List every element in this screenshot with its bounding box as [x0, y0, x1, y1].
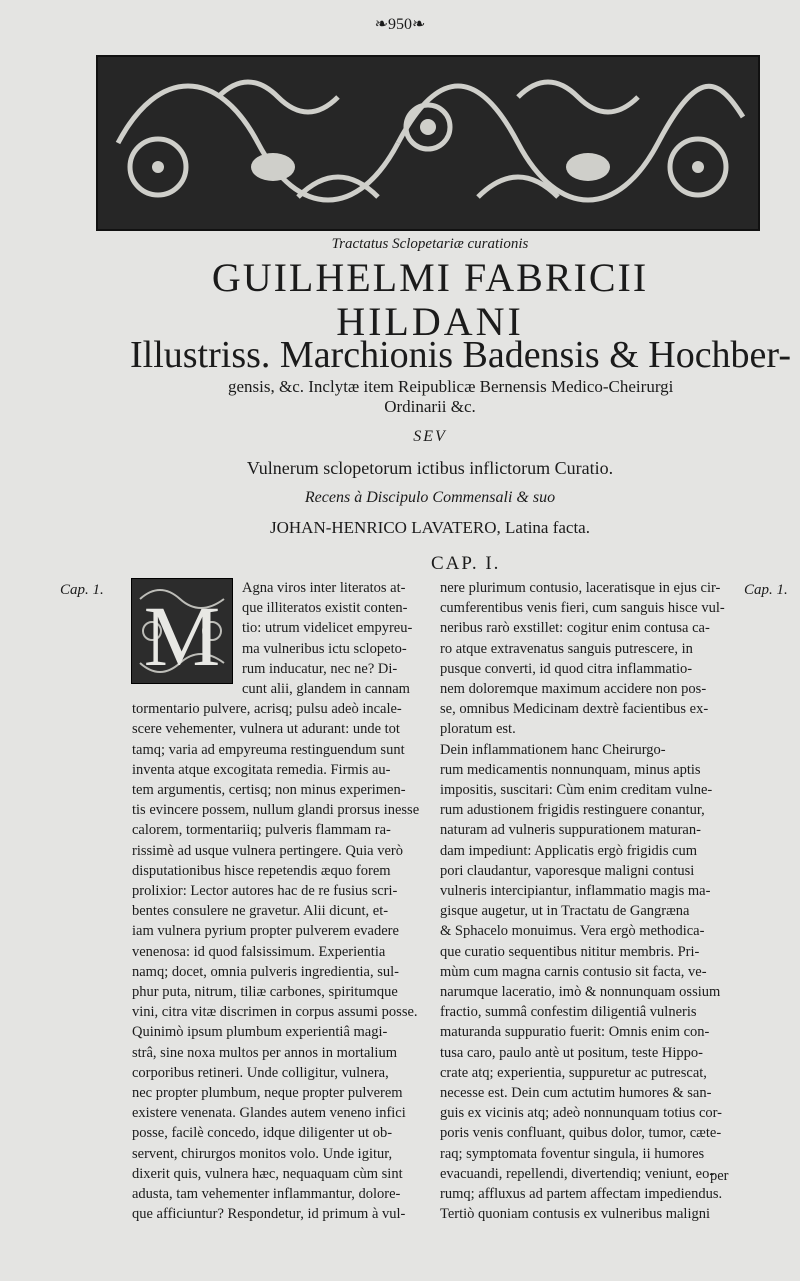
text-line: venenosa: id quod falsissimum. Experientia	[132, 943, 386, 960]
text-line: tormentario pulvere, acrisq; pulsu adeò incale-	[132, 701, 402, 718]
text-line: tio: utrum videlicet empyreu-	[242, 620, 413, 637]
title-line9: JOHAN-HENRICO LAVATERO, Latina facta.	[270, 518, 590, 537]
text-line: Agna viros inter literatos at-	[242, 580, 406, 596]
dropcap-letter: M	[143, 588, 221, 683]
text-line: rum medicamentis nonnunquam, minus aptis	[440, 761, 701, 778]
page-number: ❧950❧	[374, 16, 426, 33]
text-line: tis evincere possem, nullum glandi prorsus inesse	[132, 802, 420, 819]
text-line: rumq; affluxus ad partem affectam impediendus.	[440, 1186, 723, 1203]
text-line: ro atque extravenatus sanguis putrescere, in	[440, 640, 693, 657]
text-line: servent, chirurgos monitos volo. Unde igitur,	[132, 1145, 393, 1162]
text-line: namq; docet, omnia pulveris ingredientia, sul-	[132, 963, 399, 980]
text-line: strâ, sine noxa multos per annos in mortalium	[132, 1044, 397, 1061]
title-line3: Illustriss. Marchionis Badensis & Hochber-	[130, 334, 791, 376]
text-line: corporibus retineri. Unde colligitur, vulnera,	[132, 1064, 389, 1081]
text-line: rissimè ad usque vulnera pertingere. Quia verò	[132, 842, 403, 859]
text-line: dam impediunt: Applicatis ergò frigidis cum	[440, 842, 698, 859]
text-line: posse, facilè concedo, idque diligenter ut ob-	[132, 1125, 393, 1142]
text-line: que curatio sequentibus nititur membris. Pri-	[440, 943, 700, 960]
text-line: adusta, tam vehementer inflammantur, dolore-	[132, 1186, 401, 1203]
text-line: inventa atque excogitata remedia. Firmis au-	[132, 761, 391, 778]
right-text-column	[440, 578, 740, 1225]
text-line: & Sphacelo monuimus. Vera ergò methodica-	[440, 923, 705, 940]
woodcut-ornament-icon	[98, 57, 758, 229]
text-line: prolixior: Lector autores hac de re fusius scri-	[132, 883, 398, 900]
text-line: bentes consulere ne gravetur. Alii dicunt, et-	[132, 903, 389, 920]
text-line: vulneris intercipiantur, inflammatio magis ma-	[440, 883, 711, 900]
text-line: phur puta, nitrum, tiliæ carbones, spiritumque	[132, 984, 398, 1001]
text-line: pori claudantur, vaporesque maligni contusi	[440, 862, 695, 879]
text-line: iam vulnera pyrium propter pulverem evadere	[132, 923, 399, 940]
page-number-text: 950	[388, 16, 412, 33]
text-line: cunt alii, glandem in cannam	[242, 681, 410, 698]
text-line: scere vehementer, vulnera ut adurant: unde tot	[132, 721, 400, 738]
title-sev: SEV	[413, 428, 447, 445]
text-line: tusa caro, paulo antè ut positum, teste Hippo-	[440, 1044, 703, 1061]
text-line: ma vulneribus ictu sclopeto-	[242, 640, 407, 657]
text-line: que afficiuntur? Respondetur, id primum à vul-	[132, 1206, 406, 1223]
text-line: calorem, tormentariiq; pulveris flammam ra-	[132, 822, 391, 839]
chapter-heading: CAP. I.	[431, 553, 501, 574]
ornamental-woodcut-banner	[96, 55, 760, 231]
text-line: naturam ad vulneris suppurationem maturan-	[440, 822, 701, 839]
text-line: cumferentibus venis fieri, cum sanguis hisce vul-	[440, 600, 725, 617]
text-line: rum inducatur, nec ne? Di-	[242, 660, 398, 677]
text-line: rum adustionem frigidis restinguere conantur,	[440, 802, 705, 819]
text-line: que illiteratos existit conten-	[242, 600, 408, 617]
text-line: vini, citra vitæ discrimen in corpus assumi posse.	[132, 1004, 418, 1021]
title-line5: Ordinarii &c.	[384, 397, 476, 416]
text-line: se, omnibus Medicinam dextrè facientibus ex-	[440, 701, 709, 718]
author-name-line2: HILDANI	[336, 299, 524, 344]
text-line: dixerit quis, vulnera hæc, nequaquam cùm sint	[132, 1165, 403, 1182]
text-line: crate atq; experientia, suppuretur ac putrescat,	[440, 1064, 707, 1081]
text-line: mùm cum magna carnis contusio sit facta, ve-	[440, 963, 707, 980]
text-line: neribus rarò exstillet: cogitur enim contusa ca-	[440, 620, 710, 637]
title-line4: gensis, &c. Inclytæ item Reipublicæ Bernensis Medico-Cheirurgi	[228, 377, 674, 396]
margin-note-right: Cap. 1.	[744, 582, 788, 598]
author-name-line1: GUILHELMI FABRICII	[211, 255, 649, 300]
text-line: tamq; varia ad empyreuma restinguendum sunt	[132, 741, 405, 758]
text-line: necesse est. Dein cum actutim humores & san-	[440, 1085, 712, 1102]
text-line: nem doloremque maximum accidere non pos-	[440, 681, 707, 698]
text-line: disputationibus hisce repetendis æquo forem	[132, 862, 391, 879]
text-line: tem argumentis, certisq; non minus experimen-	[132, 782, 406, 799]
text-line: guis ex vicinis atq; adeò nonnunquam totius cor-	[440, 1105, 723, 1122]
text-line: Tertiò quoniam contusis ex vulneribus maligni	[440, 1206, 711, 1223]
text-line: nere plurimum contusio, laceratisque in ejus cir-	[440, 580, 721, 596]
text-line: Quinimò ipsum plumbum experientiâ magi-	[132, 1024, 388, 1041]
text-line: narumque laceratio, imò & nonnunquam ossium	[440, 984, 721, 1001]
catchword: per	[710, 1168, 729, 1184]
text-line: existere venenata. Glandes autem veneno infici	[132, 1105, 406, 1122]
text-line: nec propter plumbum, neque propter pulverem	[132, 1085, 403, 1102]
title-line7: Vulnerum sclopetorum ictibus inflictorum Curatio.	[246, 458, 614, 478]
text-line: impositis, suscitari: Cùm enim creditam vulne-	[440, 782, 713, 799]
left-text-column	[132, 578, 427, 1225]
title-line8: Recens à Discipulo Commensali & suo	[304, 489, 556, 506]
text-line: ploratum est.	[440, 721, 516, 738]
text-line: fractio, summâ confestim diligentiâ vulneris	[440, 1004, 697, 1021]
text-line: pusque converti, id quod citra inflammatio-	[440, 660, 693, 677]
text-line: Dein inflammationem hanc Cheirurgo-	[440, 741, 666, 758]
text-line: raq; symptomata foventur singula, ii humores	[440, 1145, 705, 1162]
text-line: maturanda suppuratio fuerit: Omnis enim con-	[440, 1024, 710, 1041]
text-line: gisque augetur, ut in Tractatu de Gangræna	[440, 903, 690, 920]
text-line: poris venis confluant, quibus dolor, tumor, cæte-	[440, 1125, 722, 1142]
text-line: evacuandi, repellendi, divertendiq; veniunt, eo-	[440, 1165, 715, 1182]
margin-note-left: Cap. 1.	[60, 582, 104, 598]
treatise-subtitle: Tractatus Sclopetariæ curationis	[331, 236, 529, 252]
